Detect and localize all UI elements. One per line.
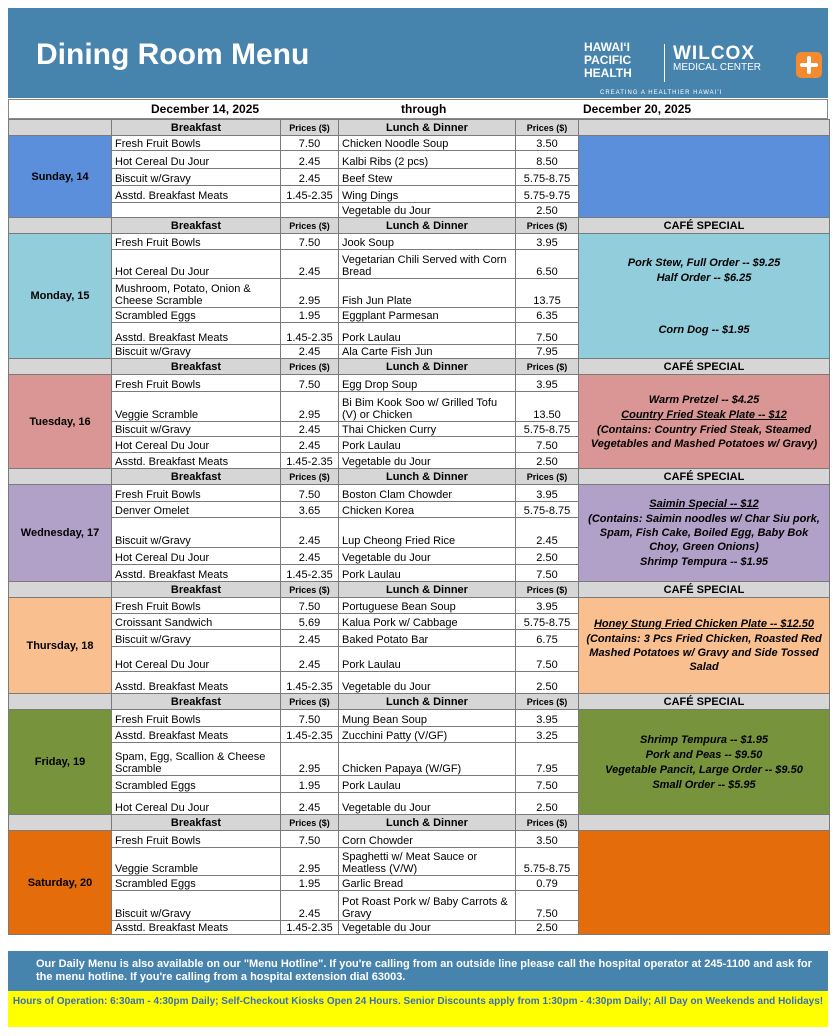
breakfast-item: Hot Cereal Du Jour [112, 437, 281, 453]
lunch-item: Lup Cheong Fried Rice [339, 518, 516, 548]
breakfast-item: Asstd. Breakfast Meats [112, 565, 281, 582]
special-line: Shrimp Tempura -- $1.95 [640, 733, 768, 746]
breakfast-price: 2.45 [281, 647, 339, 672]
special-line: (Contains: Saimin noodles w/ Char Siu pork, Spam, Fish Cake, Boiled Egg, Baby Bok Choy, Green Onions) [588, 513, 820, 553]
lunch-price: 2.45 [516, 518, 579, 548]
lunch-item: Zucchini Patty (V/GF) [339, 727, 516, 743]
lunch-item: Pork Laulau [339, 323, 516, 345]
breakfast-price: 3.65 [281, 502, 339, 518]
hours-note: Hours of Operation: 6:30am - 4:30pm Daily; Self-Checkout Kiosks Open 24 Hours. Senior Discounts apply from 1:30pm - 4:30pm Daily; All Day on Weekends and Holidays! [8, 991, 828, 1027]
breakfast-prices-header: Prices ($) [281, 120, 339, 136]
cafe-special-header: CAFÉ SPECIAL [579, 359, 830, 375]
breakfast-item: Scrambled Eggs [112, 876, 281, 891]
lunch-price: 5.75-8.75 [516, 422, 579, 437]
breakfast-price: 7.50 [281, 485, 339, 502]
breakfast-price: 7.50 [281, 831, 339, 848]
lunch-header: Lunch & Dinner [339, 469, 516, 485]
hph-logo: HAWAIʻI PACIFIC HEALTH [584, 40, 632, 80]
menu-table [8, 119, 830, 935]
breakfast-price: 7.50 [281, 136, 339, 151]
lunch-item: Kalbi Ribs (2 pcs) [339, 151, 516, 169]
lunch-item: Vegetable du Jour [339, 793, 516, 815]
menu-row [9, 234, 830, 250]
lunch-item: Garlic Bread [339, 876, 516, 891]
breakfast-header: Breakfast [112, 359, 281, 375]
lunch-item: Vegetable du Jour [339, 672, 516, 694]
wilcox-logo-sub: MEDICAL CENTER [673, 62, 761, 73]
lunch-item: Chicken Korea [339, 502, 516, 518]
logo-divider [664, 44, 665, 82]
day-label: Monday, 15 [9, 234, 112, 359]
breakfast-price: 5.69 [281, 614, 339, 630]
cafe-special [579, 234, 830, 359]
cafe-special-header [579, 120, 830, 136]
cross-logo-icon [796, 52, 822, 78]
breakfast-header: Breakfast [112, 582, 281, 598]
lunch-item: Vegetable du Jour [339, 921, 516, 935]
lunch-price: 13.75 [516, 279, 579, 308]
breakfast-prices-header: Prices ($) [281, 815, 339, 831]
cafe-special-header: CAFÉ SPECIAL [579, 694, 830, 710]
special-line: Corn Dog -- $1.95 [658, 323, 750, 336]
breakfast-price: 1.45-2.35 [281, 727, 339, 743]
breakfast-price: 2.95 [281, 279, 339, 308]
breakfast-price: 2.45 [281, 518, 339, 548]
cafe-special [579, 375, 830, 469]
lunch-prices-header: Prices ($) [516, 582, 579, 598]
breakfast-item: Biscuit w/Gravy [112, 345, 281, 359]
lunch-price: 5.75-9.75 [516, 186, 579, 203]
breakfast-price: 2.45 [281, 345, 339, 359]
lunch-item: Pork Laulau [339, 437, 516, 453]
lunch-item: Kalua Pork w/ Cabbage [339, 614, 516, 630]
breakfast-price: 1.45-2.35 [281, 453, 339, 469]
breakfast-header: Breakfast [112, 218, 281, 234]
lunch-item: Pork Laulau [339, 565, 516, 582]
lunch-item: Egg Drop Soup [339, 375, 516, 392]
lunch-price: 7.50 [516, 323, 579, 345]
header-blank-cell [9, 218, 112, 234]
lunch-item: Chicken Noodle Soup [339, 136, 516, 151]
breakfast-prices-header: Prices ($) [281, 582, 339, 598]
header-banner [8, 8, 828, 98]
lunch-item: Pot Roast Pork w/ Baby Carrots & Gravy [339, 891, 516, 921]
lunch-price: 3.95 [516, 485, 579, 502]
breakfast-price: 2.45 [281, 437, 339, 453]
breakfast-prices-header: Prices ($) [281, 469, 339, 485]
lunch-item: Boston Clam Chowder [339, 485, 516, 502]
breakfast-item: Asstd. Breakfast Meats [112, 727, 281, 743]
lunch-header: Lunch & Dinner [339, 694, 516, 710]
lunch-price: 7.50 [516, 891, 579, 921]
lunch-price: 7.95 [516, 743, 579, 776]
breakfast-price: 7.50 [281, 234, 339, 250]
day-header-row [9, 120, 830, 136]
lunch-item: Pork Laulau [339, 647, 516, 672]
breakfast-price: 1.95 [281, 776, 339, 793]
header-blank-cell [9, 120, 112, 136]
breakfast-item: Hot Cereal Du Jour [112, 548, 281, 565]
lunch-price: 2.50 [516, 203, 579, 218]
lunch-item: Bi Bim Kook Soo w/ Grilled Tofu (V) or Chicken [339, 392, 516, 422]
breakfast-price: 7.50 [281, 598, 339, 614]
header-blank-cell [9, 694, 112, 710]
lunch-item: Fish Jun Plate [339, 279, 516, 308]
special-line: Half Order -- $6.25 [656, 271, 752, 284]
breakfast-price: 2.95 [281, 743, 339, 776]
lunch-price: 7.50 [516, 776, 579, 793]
lunch-price: 2.50 [516, 672, 579, 694]
breakfast-price: 2.45 [281, 630, 339, 647]
date-range [8, 99, 828, 119]
lunch-price: 2.50 [516, 921, 579, 935]
day-header-row [9, 469, 830, 485]
header-blank-cell [9, 469, 112, 485]
breakfast-prices-header: Prices ($) [281, 359, 339, 375]
day-header-row [9, 359, 830, 375]
breakfast-item [112, 203, 281, 218]
lunch-header: Lunch & Dinner [339, 582, 516, 598]
breakfast-item: Hot Cereal Du Jour [112, 647, 281, 672]
breakfast-item: Fresh Fruit Bowls [112, 831, 281, 848]
breakfast-price: 1.95 [281, 876, 339, 891]
lunch-price: 5.75-8.75 [516, 502, 579, 518]
cafe-special [579, 485, 830, 582]
breakfast-price: 1.45-2.35 [281, 323, 339, 345]
page-title: Dining Room Menu [36, 38, 310, 71]
breakfast-item: Veggie Scramble [112, 392, 281, 422]
breakfast-price: 1.45-2.35 [281, 921, 339, 935]
lunch-header: Lunch & Dinner [339, 815, 516, 831]
lunch-header: Lunch & Dinner [339, 120, 516, 136]
lunch-item: Portuguese Bean Soup [339, 598, 516, 614]
lunch-price: 3.95 [516, 598, 579, 614]
breakfast-item: Veggie Scramble [112, 848, 281, 876]
breakfast-price: 1.95 [281, 308, 339, 323]
special-line: Small Order -- $5.95 [652, 778, 756, 791]
lunch-prices-header: Prices ($) [516, 359, 579, 375]
lunch-price: 3.50 [516, 136, 579, 151]
breakfast-item: Biscuit w/Gravy [112, 169, 281, 186]
menu-row [9, 485, 830, 502]
lunch-item: Beef Stew [339, 169, 516, 186]
lunch-price: 7.50 [516, 647, 579, 672]
breakfast-price: 2.45 [281, 151, 339, 169]
breakfast-item: Hot Cereal Du Jour [112, 250, 281, 279]
special-line: Saimin Special -- $12 [649, 498, 759, 510]
lunch-price: 2.50 [516, 548, 579, 565]
lunch-item: Vegetable du Jour [339, 203, 516, 218]
lunch-prices-header: Prices ($) [516, 218, 579, 234]
end-date: December 20, 2025 [583, 102, 692, 116]
cafe-special-header: CAFÉ SPECIAL [579, 218, 830, 234]
header-blank-cell [9, 815, 112, 831]
lunch-price: 2.50 [516, 793, 579, 815]
lunch-price: 7.50 [516, 565, 579, 582]
lunch-price: 5.75-8.75 [516, 614, 579, 630]
lunch-price: 3.50 [516, 831, 579, 848]
lunch-item: Spaghetti w/ Meat Sauce or Meatless (V/W) [339, 848, 516, 876]
lunch-item: Wing Dings [339, 186, 516, 203]
special-line: Pork and Peas -- $9.50 [645, 748, 763, 761]
breakfast-price: 2.95 [281, 392, 339, 422]
breakfast-item: Biscuit w/Gravy [112, 891, 281, 921]
breakfast-item: Asstd. Breakfast Meats [112, 921, 281, 935]
lunch-price: 3.95 [516, 234, 579, 250]
breakfast-prices-header: Prices ($) [281, 218, 339, 234]
lunch-prices-header: Prices ($) [516, 694, 579, 710]
lunch-item: Pork Laulau [339, 776, 516, 793]
breakfast-item: Scrambled Eggs [112, 308, 281, 323]
day-label: Tuesday, 16 [9, 375, 112, 469]
breakfast-item: Fresh Fruit Bowls [112, 598, 281, 614]
day-label: Saturday, 20 [9, 831, 112, 935]
breakfast-item: Biscuit w/Gravy [112, 422, 281, 437]
lunch-price: 0.79 [516, 876, 579, 891]
day-label: Sunday, 14 [9, 136, 112, 218]
lunch-prices-header: Prices ($) [516, 815, 579, 831]
lunch-header: Lunch & Dinner [339, 359, 516, 375]
lunch-price: 5.75-8.75 [516, 848, 579, 876]
breakfast-price: 2.45 [281, 548, 339, 565]
breakfast-price: 2.45 [281, 793, 339, 815]
lunch-price: 13.50 [516, 392, 579, 422]
breakfast-price: 7.50 [281, 710, 339, 727]
breakfast-price: 2.45 [281, 422, 339, 437]
lunch-price: 2.50 [516, 453, 579, 469]
breakfast-item: Biscuit w/Gravy [112, 518, 281, 548]
cafe-special [579, 831, 830, 935]
breakfast-item: Mushroom, Potato, Onion & Cheese Scramble [112, 279, 281, 308]
breakfast-item: Fresh Fruit Bowls [112, 375, 281, 392]
wilcox-logo [673, 43, 761, 74]
breakfast-item: Hot Cereal Du Jour [112, 151, 281, 169]
lunch-item: Corn Chowder [339, 831, 516, 848]
hotline-note: Our Daily Menu is also available on our "Menu Hotline". If you're calling from an outside line please call the hospital operator at 245-1100 and ask for the menu hotline. If you're calling from a hospital extension dial 63003. [8, 951, 828, 991]
lunch-item: Baked Potato Bar [339, 630, 516, 647]
cafe-special [579, 136, 830, 218]
lunch-price: 5.75-8.75 [516, 169, 579, 186]
breakfast-header: Breakfast [112, 120, 281, 136]
cafe-special [579, 598, 830, 694]
lunch-price: 7.95 [516, 345, 579, 359]
lunch-item: Vegetable du Jour [339, 453, 516, 469]
lunch-item: Jook Soup [339, 234, 516, 250]
lunch-prices-header: Prices ($) [516, 120, 579, 136]
header-blank-cell [9, 582, 112, 598]
lunch-price: 3.25 [516, 727, 579, 743]
breakfast-price: 1.45-2.35 [281, 672, 339, 694]
breakfast-item: Asstd. Breakfast Meats [112, 453, 281, 469]
breakfast-price [281, 203, 339, 218]
lunch-price: 7.50 [516, 437, 579, 453]
lunch-prices-header: Prices ($) [516, 469, 579, 485]
breakfast-item: Fresh Fruit Bowls [112, 485, 281, 502]
breakfast-header: Breakfast [112, 815, 281, 831]
lunch-price: 8.50 [516, 151, 579, 169]
lunch-item: Chicken Papaya (W/GF) [339, 743, 516, 776]
breakfast-price: 2.45 [281, 891, 339, 921]
breakfast-header: Breakfast [112, 469, 281, 485]
special-line: (Contains: Country Fried Steak, Steamed Vegetables and Mashed Potatoes w/ Gravy) [590, 423, 818, 450]
logo-tagline: CREATING A HEALTHIER HAWAIʻI [600, 90, 723, 96]
day-header-row [9, 218, 830, 234]
lunch-price: 6.35 [516, 308, 579, 323]
lunch-header: Lunch & Dinner [339, 218, 516, 234]
menu-row [9, 375, 830, 392]
start-date: December 14, 2025 [151, 102, 260, 116]
lunch-item: Vegetarian Chili Served with Corn Bread [339, 250, 516, 279]
menu-row [9, 831, 830, 848]
breakfast-price: 7.50 [281, 375, 339, 392]
breakfast-item: Hot Cereal Du Jour [112, 793, 281, 815]
menu-row [9, 710, 830, 727]
breakfast-item: Spam, Egg, Scallion & Cheese Scramble [112, 743, 281, 776]
special-line: (Contains: 3 Pcs Fried Chicken, Roasted Red Mashed Potatoes w/ Gravy and Side Tossed Salad [586, 633, 822, 673]
cafe-special-header: CAFÉ SPECIAL [579, 469, 830, 485]
day-label: Wednesday, 17 [9, 485, 112, 582]
special-line [585, 286, 823, 322]
breakfast-item: Denver Omelet [112, 502, 281, 518]
lunch-price: 6.50 [516, 250, 579, 279]
day-header-row [9, 815, 830, 831]
breakfast-item: Scrambled Eggs [112, 776, 281, 793]
breakfast-item: Croissant Sandwich [112, 614, 281, 630]
breakfast-header: Breakfast [112, 694, 281, 710]
wilcox-logo-name: WILCOX [673, 43, 755, 64]
lunch-price: 6.75 [516, 630, 579, 647]
lunch-price: 3.95 [516, 710, 579, 727]
breakfast-price: 1.45-2.35 [281, 186, 339, 203]
lunch-item: Vegetable du Jour [339, 548, 516, 565]
cafe-special [579, 710, 830, 815]
special-line: Country Fried Steak Plate -- $12 [621, 408, 787, 421]
menu-row [9, 598, 830, 614]
day-header-row [9, 582, 830, 598]
breakfast-item: Asstd. Breakfast Meats [112, 323, 281, 345]
cafe-special-header [579, 815, 830, 831]
breakfast-item: Fresh Fruit Bowls [112, 234, 281, 250]
day-label: Friday, 19 [9, 710, 112, 815]
breakfast-prices-header: Prices ($) [281, 694, 339, 710]
breakfast-item: Asstd. Breakfast Meats [112, 186, 281, 203]
breakfast-price: 2.45 [281, 250, 339, 279]
lunch-item: Ala Carte Fish Jun [339, 345, 516, 359]
menu-row [9, 136, 830, 151]
lunch-item: Thai Chicken Curry [339, 422, 516, 437]
special-line: Pork Stew, Full Order -- $9.25 [627, 256, 781, 269]
breakfast-price: 1.45-2.35 [281, 565, 339, 582]
breakfast-item: Fresh Fruit Bowls [112, 710, 281, 727]
lunch-price: 3.95 [516, 375, 579, 392]
special-line: Warm Pretzel -- $4.25 [648, 393, 760, 406]
breakfast-item: Biscuit w/Gravy [112, 630, 281, 647]
special-line: Shrimp Tempura -- $1.95 [640, 556, 768, 568]
breakfast-item: Asstd. Breakfast Meats [112, 672, 281, 694]
breakfast-price: 2.45 [281, 169, 339, 186]
lunch-item: Mung Bean Soup [339, 710, 516, 727]
cafe-special-header: CAFÉ SPECIAL [579, 582, 830, 598]
through-label: through [401, 102, 447, 116]
breakfast-price: 2.95 [281, 848, 339, 876]
header-blank-cell [9, 359, 112, 375]
special-line: Vegetable Pancit, Large Order -- $9.50 [605, 763, 803, 776]
special-line: Honey Stung Fried Chicken Plate -- $12.50 [593, 618, 815, 630]
lunch-item: Eggplant Parmesan [339, 308, 516, 323]
breakfast-item: Fresh Fruit Bowls [112, 136, 281, 151]
day-header-row [9, 694, 830, 710]
day-label: Thursday, 18 [9, 598, 112, 694]
